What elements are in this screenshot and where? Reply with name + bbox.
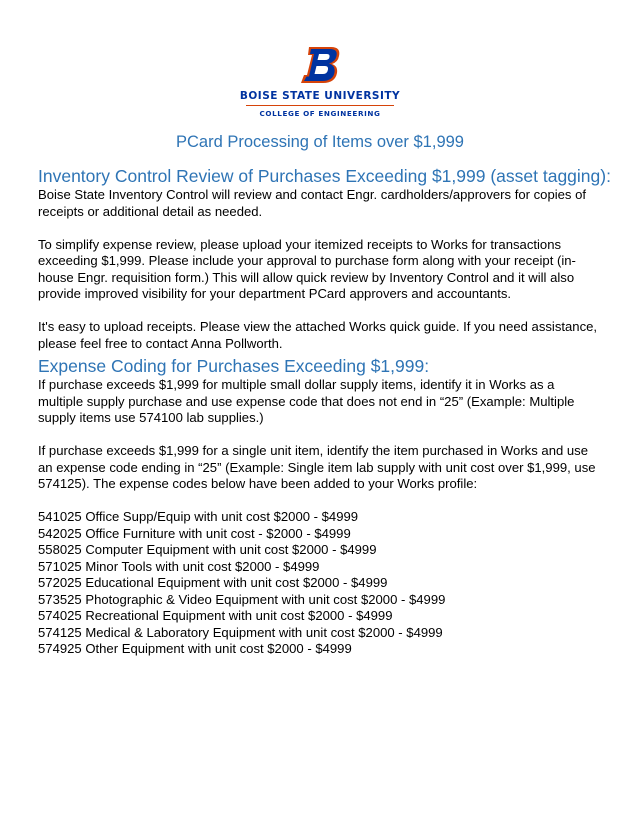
page-title: PCard Processing of Items over $1,999: [176, 133, 464, 151]
college-name: COLLEGE OF ENGINEERING: [259, 109, 381, 118]
section-heading-expense-coding: Expense Coding for Purchases Exceeding $1,999:: [38, 356, 430, 376]
paragraph: If purchase exceeds $1,999 for a single unit item, identify the item purchased in Works and use an expense code ending in “25” (Example: Single item lab supply with unit cost over $1,999, use 574125). The expense codes below have been added to your Works profile:: [38, 443, 596, 491]
expense-code-item: 573525 Photographic & Video Equipment with unit cost $2000 - $4999: [38, 591, 446, 607]
boise-state-b-logo-icon: [298, 44, 342, 86]
expense-code-item: 541025 Office Supp/Equip with unit cost $2000 - $4999: [38, 509, 359, 524]
logo-divider: [246, 105, 394, 106]
section-heading-inventory-review: Inventory Control Review of Purchases Exceeding $1,999 (asset tagging):: [38, 166, 611, 186]
document-body: [38, 166, 611, 658]
expense-code-list: [38, 509, 598, 658]
expense-code-item: 571025 Minor Tools with unit cost $2000 - $4999: [38, 558, 320, 574]
expense-code-item: 542025 Office Furniture with unit cost - $2000 - $4999: [38, 525, 351, 541]
paragraph: If purchase exceeds $1,999 for multiple small dollar supply items, identify it in Works as a multiple supply purchase and use expense code that does not end in “25” (Example: Multiple supply items use 574100 lab supplies.): [38, 377, 575, 425]
university-name: BOISE STATE UNIVERSITY: [239, 90, 401, 102]
paragraph: Boise State Inventory Control will review and contact Engr. cardholders/approvers for copies of receipts or additional detail as needed.: [38, 187, 587, 219]
expense-code-item: 574125 Medical & Laboratory Equipment with unit cost $2000 - $4999: [38, 624, 443, 640]
paragraph: It's easy to upload receipts. Please view the attached Works quick guide. If you need assistance, please feel free to contact Anna Pollworth.: [38, 319, 598, 351]
expense-code-item: 572025 Educational Equipment with unit cost $2000 - $4999: [38, 575, 388, 590]
expense-code-item: 574025 Recreational Equipment with unit cost $2000 - $4999: [38, 608, 393, 623]
expense-code-item: 574925 Other Equipment with unit cost $2000 - $4999: [38, 641, 352, 656]
expense-code-item: 558025 Computer Equipment with unit cost $2000 - $4999: [38, 542, 377, 557]
paragraph: To simplify expense review, please upload your itemized receipts to Works for transactions exceeding $1,999. Please include your approval to purchase form along with your receipt (in-house Engr. requisition form.) This will allow quick review by Inventory Control and it will also provide improved visibility for your department PCard approvers and accountants.: [38, 236, 576, 301]
university-logo: [0, 44, 640, 118]
